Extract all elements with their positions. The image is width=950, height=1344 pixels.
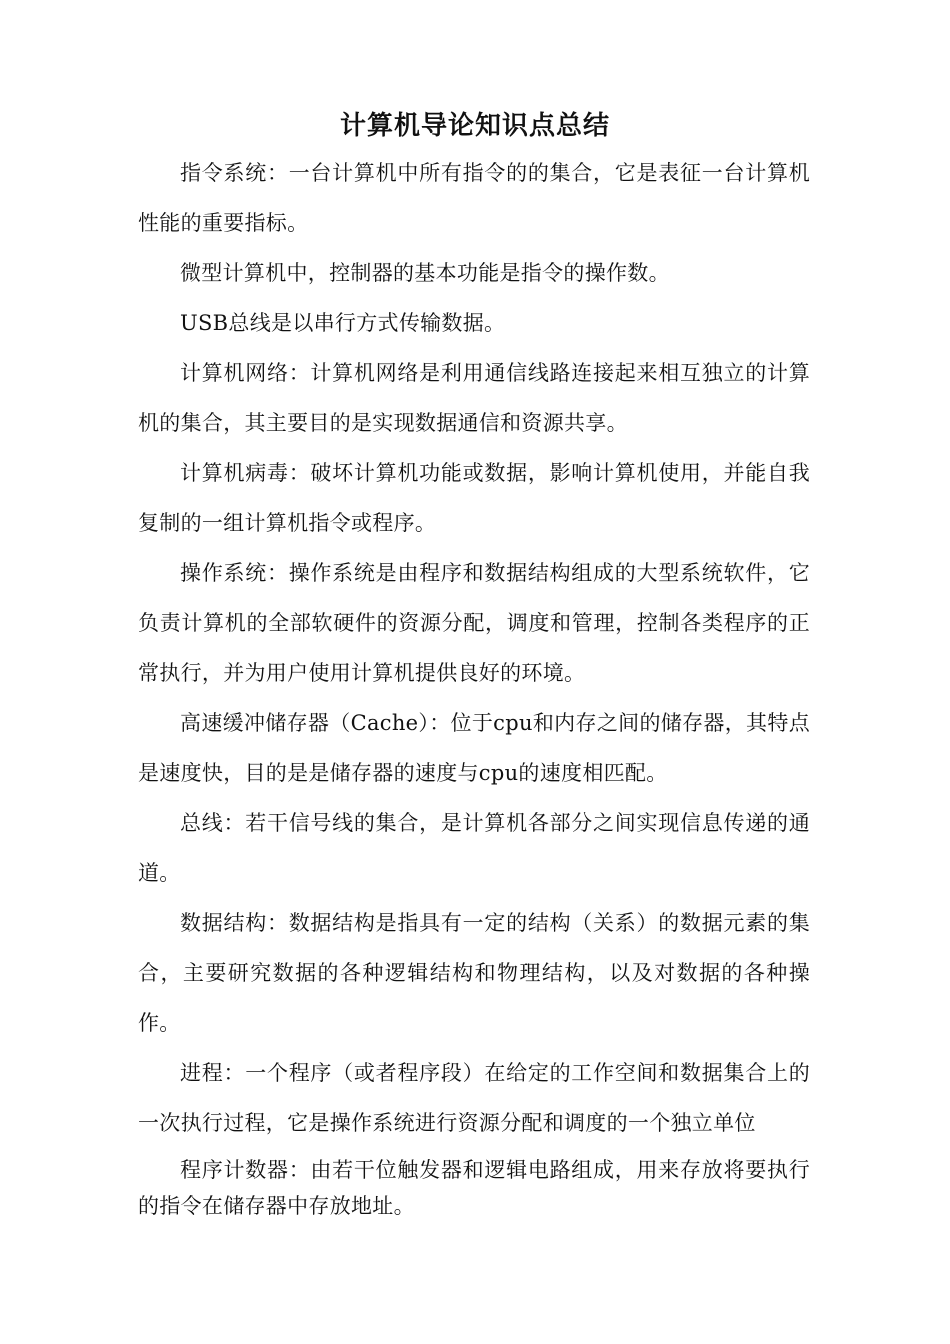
- paragraph-usb: USB总线是以串行方式传输数据。: [180, 311, 506, 335]
- document-body: [138, 148, 810, 1224]
- document-title: 计算机导论知识点总结: [339, 111, 610, 141]
- paragraph-bus: 总线：若干信号线的集合，是计算机各部分之间实现信息传递的通道。: [138, 811, 810, 885]
- paragraph-cache: 高速缓冲储存器（Cache）：位于cpu和内存之间的储存器，其特点是速度快，目的是是储存器的速度与cpu的速度相匹配。: [138, 711, 810, 785]
- paragraph-program-counter: 程序计数器：由若干位触发器和逻辑电路组成，用来存放将要执行的指令在储存器中存放地址。: [138, 1158, 810, 1218]
- paragraph-operating-system: 操作系统：操作系统是由程序和数据结构组成的大型系统软件，它负责计算机的全部软硬件的资源分配，调度和管理，控制各类程序的正常执行，并为用户使用计算机提供良好的环境。: [138, 561, 810, 685]
- paragraph-network: 计算机网络：计算机网络是利用通信线路连接起来相互独立的计算机的集合，其主要目的是实现数据通信和资源共享。: [138, 361, 810, 435]
- paragraph-instruction-set: 指令系统：一台计算机中所有指令的的集合，它是表征一台计算机性能的重要指标。: [138, 161, 810, 235]
- paragraph-controller: 微型计算机中，控制器的基本功能是指令的操作数。: [180, 261, 670, 285]
- paragraph-data-structure: 数据结构：数据结构是指具有一定的结构（关系）的数据元素的集合，主要研究数据的各种逻辑结构和物理结构，以及对数据的各种操作。: [138, 911, 810, 1035]
- paragraph-virus: 计算机病毒：破坏计算机功能或数据，影响计算机使用，并能自我复制的一组计算机指令或程序。: [138, 461, 810, 535]
- paragraph-process: 进程：一个程序（或者程序段）在给定的工作空间和数据集合上的一次执行过程，它是操作系统进行资源分配和调度的一个独立单位: [138, 1061, 810, 1135]
